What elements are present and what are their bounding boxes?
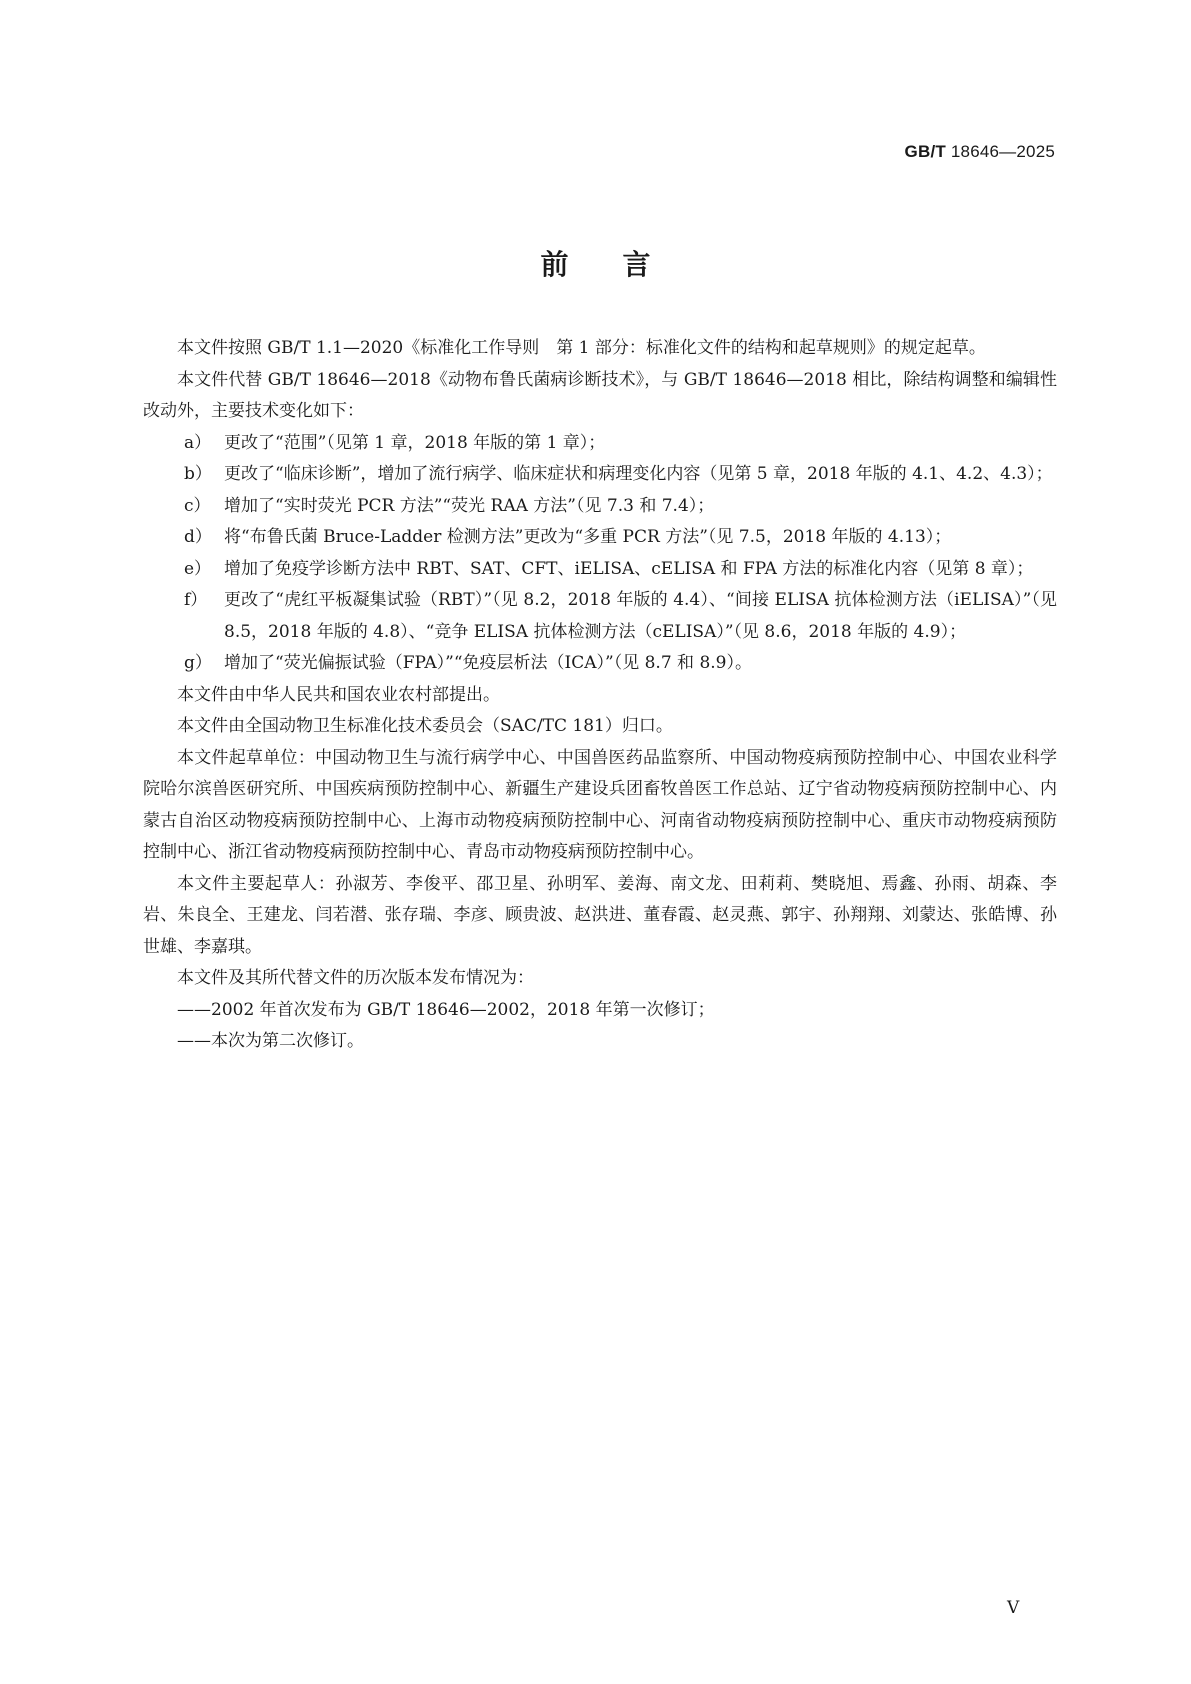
standard-prefix: GB/T xyxy=(904,142,946,161)
change-item-label: g） xyxy=(184,653,212,673)
change-item xyxy=(143,491,1057,523)
committee-paragraph: 本文件由全国动物卫生标准化技术委员会（SAC/TC 181）归口。 xyxy=(177,716,673,736)
change-item-label: e） xyxy=(184,558,212,579)
proposer-paragraph: 本文件由中华人民共和国农业农村部提出。 xyxy=(177,684,500,705)
change-item-label: a） xyxy=(184,432,212,453)
change-item xyxy=(143,459,1057,491)
drafters-paragraph: 本文件主要起草人：孙淑芳、李俊平、邵卫星、孙明军、姜海、南文龙、田莉莉、樊晓旭、焉鑫、孙雨、胡森、李岩、朱良全、王建龙、闫若潜、张存瑞、李彦、顾贵波、赵洪进、董春霞、赵灵燕、郭宇、孙翔翔、刘蒙达、张皓博、孙世雄、李嘉琪。 xyxy=(143,873,1057,957)
replacement-paragraph: 本文件代替 GB/T 18646—2018《动物布鲁氏菌病诊断技术》，与 GB/T 18646—2018 相比，除结构调整和编辑性改动外，主要技术变化如下： xyxy=(143,369,1057,421)
change-item-text: 更改了“范围”（见第 1 章，2018 年版的第 1 章）； xyxy=(224,432,606,453)
page-number: Ⅴ xyxy=(1007,1598,1020,1618)
history-item: ——2002 年首次发布为 GB/T 18646—2002，2018 年第一次修订； xyxy=(177,999,715,1020)
standard-number xyxy=(905,142,1055,162)
change-item xyxy=(143,585,1057,648)
change-item xyxy=(143,428,1057,460)
change-item-text: 将“布鲁氏菌 Bruce-Ladder 检测方法”更改为“多重 PCR 方法”（见 7.5，2018 年版的 4.13）； xyxy=(224,527,952,547)
change-item-label: b） xyxy=(184,464,212,484)
drafting-rules-paragraph: 本文件按照 GB/T 1.1—2020《标准化工作导则 第 1 部分：标准化文件的结构和起草规则》的规定起草。 xyxy=(177,338,986,358)
page-title: 前言 xyxy=(540,248,705,281)
change-item xyxy=(143,522,1057,554)
standard-code: 18646—2025 xyxy=(950,142,1055,161)
change-item-label: f） xyxy=(184,590,208,610)
change-item xyxy=(143,554,1057,586)
change-item-text: 更改了“临床诊断”，增加了流行病学、临床症状和病理变化内容（见第 5 章，2018 年版的 4.1、4.2、4.3）； xyxy=(224,464,1053,484)
change-item-text: 增加了“实时荧光 PCR 方法”“荧光 RAA 方法”（见 7.3 和 7.4）； xyxy=(224,495,715,516)
history-intro: 本文件及其所代替文件的历次版本发布情况为： xyxy=(177,968,534,988)
change-item xyxy=(143,648,1057,680)
change-item-label: c） xyxy=(184,495,211,516)
change-item-text: 更改了“虎红平板凝集试验（RBT）”（见 8.2，2018 年版的 4.4）、“间接 ELISA 抗体检测方法（iELISA）”（见 8.5，2018 年版的 4.8）、“竞争 ELISA 抗体检测方法（cELISA）”（见 8.6，2018 年版的 4.9）； xyxy=(224,590,1057,642)
foreword-body xyxy=(143,333,1057,1058)
drafting-units-paragraph: 本文件起草单位：中国动物卫生与流行病学中心、中国兽医药品监察所、中国动物疫病预防控制中心、中国农业科学院哈尔滨兽医研究所、中国疾病预防控制中心、新疆生产建设兵团畜牧兽医工作总站、辽宁省动物疫病预防控制中心、内蒙古自治区动物疫病预防控制中心、上海市动物疫病预防控制中心、河南省动物疫病预防控制中心、重庆市动物疫病预防控制中心、浙江省动物疫病预防控制中心、青岛市动物疫病预防控制中心。 xyxy=(143,747,1057,862)
history-item: ——本次为第二次修订。 xyxy=(177,1031,364,1051)
change-item-text: 增加了免疫学诊断方法中 RBT、SAT、CFT、iELISA、cELISA 和 FPA 方法的标准化内容（见第 8 章）； xyxy=(224,558,1034,579)
change-item-text: 增加了“荧光偏振试验（FPA）”“免疫层析法（ICA）”（见 8.7 和 8.9）。 xyxy=(224,653,752,673)
change-item-label: d） xyxy=(184,527,212,547)
